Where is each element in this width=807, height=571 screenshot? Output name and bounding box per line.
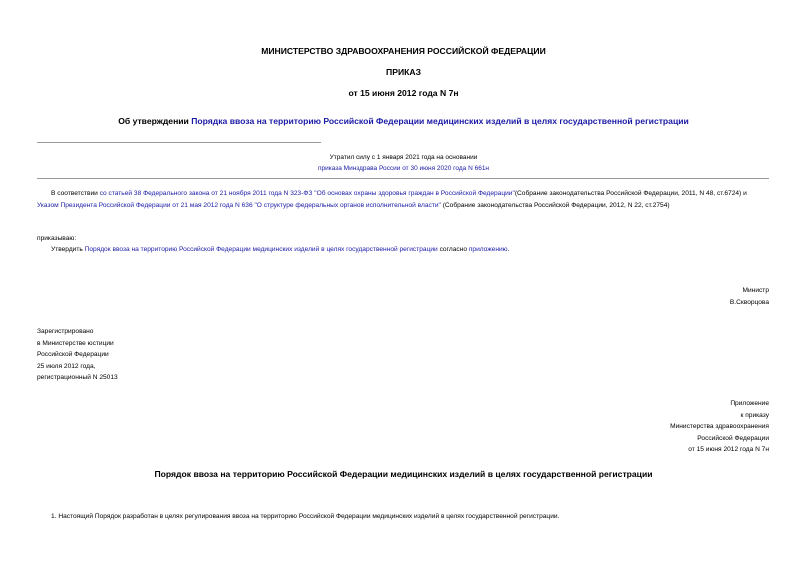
doc-title xyxy=(0,116,807,126)
appendix-line: Приложение xyxy=(730,400,769,407)
order-prikazyvayu: приказываю: xyxy=(37,235,77,242)
registration-line: 25 июля 2012 года, xyxy=(37,362,96,370)
procedure-title: Порядок ввоза на территорию Российской Федерации медицинских изделий в целях государственной регистрации xyxy=(154,469,653,479)
status-line: Утратил силу с 1 января 2021 года на основании xyxy=(329,154,478,161)
signature-position: Министр xyxy=(742,287,769,294)
signature-name: В.Скворцова xyxy=(729,298,769,306)
appendix-line: от 15 июня 2012 года N 7н xyxy=(688,446,769,453)
preamble-paragraph xyxy=(37,188,769,211)
appendix-line: Министерства здравоохранения xyxy=(670,423,769,430)
doc-title-prefix: Об утверждении xyxy=(118,116,192,126)
preamble-text-2: (Собрание законодательства Российской Федерации, 2011, N 48, ст.6724) и xyxy=(514,190,747,197)
order-text-3: . xyxy=(507,246,510,253)
full-divider xyxy=(37,178,769,179)
registration-line: Зарегистрировано xyxy=(37,328,94,335)
doc-title-link[interactable]: Порядка ввоза на территорию Российской Федерации медицинских изделий в целях государственной регистрации xyxy=(191,116,689,126)
preamble-text-3: (Собрание законодательства Российской Федерации, 2012, N 22, ст.2754) xyxy=(440,201,670,209)
doc-type-heading: ПРИКАЗ xyxy=(386,67,421,77)
registration-line: в Министерстве юстиции xyxy=(37,339,114,347)
appendix-line: к приказу xyxy=(740,411,769,419)
order-text-2: согласно xyxy=(437,246,469,253)
law-323-link[interactable]: со статьей 38 Федерального закона от 21 ноября 2011 года N 323-ФЗ "Об основах охраны здоровья граждан в Российской Федерации" xyxy=(99,190,515,197)
order-paragraph xyxy=(51,244,769,256)
registration-block xyxy=(37,326,118,384)
procedure-item-1: 1. Настоящий Порядок разработан в целях регулирования ввоза на территорию Российской Федерации медицинских изделий в целях государственной регистрации. xyxy=(51,513,560,520)
ministry-heading: МИНИСТЕРСТВО ЗДРАВООХРАНЕНИЯ РОССИЙСКОЙ ФЕДЕРАЦИИ xyxy=(261,46,546,56)
appendix-line: Российской Федерации xyxy=(697,434,769,442)
procedure-link[interactable]: Порядок ввоза на территорию Российской Федерации медицинских изделий в целях государственной регистрации xyxy=(84,246,438,253)
order-text-1: Утвердить xyxy=(51,246,85,253)
signature-block xyxy=(730,285,769,308)
short-divider xyxy=(37,142,321,143)
preamble-text-1: В соответствии xyxy=(51,190,100,197)
status-repeal-link[interactable]: приказа Минздрава России от 30 июня 2020 года N 661н xyxy=(317,165,490,172)
doc-date-number: от 15 июня 2012 года N 7н xyxy=(348,88,459,98)
registration-line: регистрационный N 25013 xyxy=(37,374,118,381)
decree-636-link[interactable]: Указом Президента Российской Федерации от 21 мая 2012 года N 636 "О структуре федеральных органов исполнительной власти" xyxy=(37,201,441,209)
appendix-link[interactable]: приложению xyxy=(468,246,508,253)
appendix-block xyxy=(670,398,769,456)
registration-line: Российской Федерации xyxy=(37,351,109,358)
